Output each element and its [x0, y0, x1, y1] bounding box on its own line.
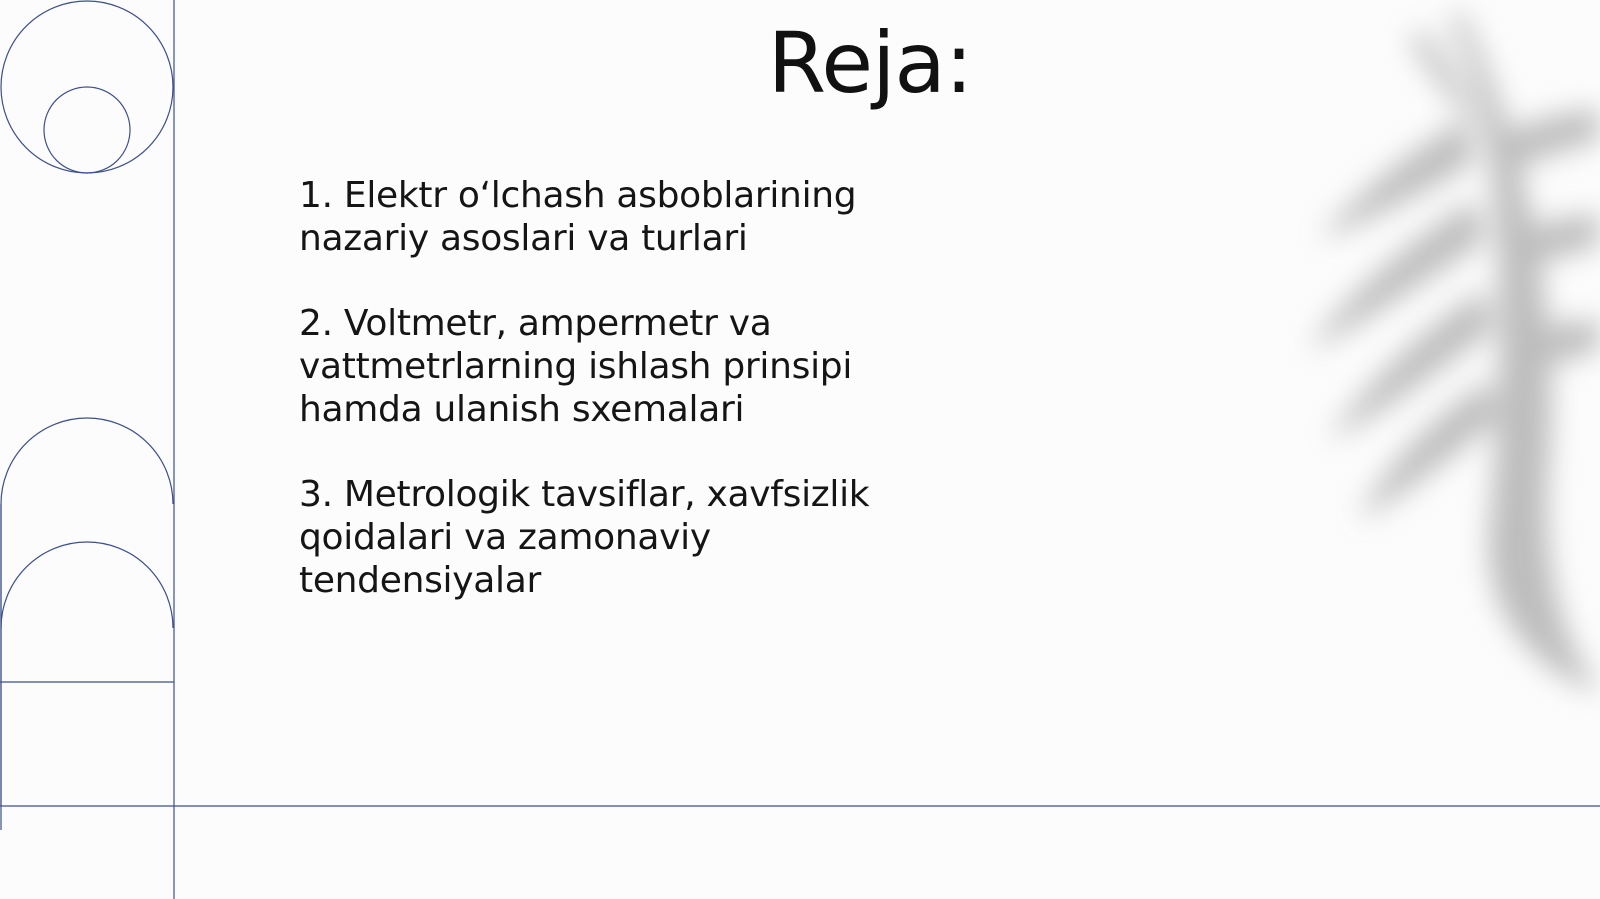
plan-item-1: 1. Elektr o‘lchash asboblarining nazariy asoslari va turlari	[299, 175, 857, 259]
lower-arch-outline	[1, 542, 173, 628]
upper-arch-outline	[1, 418, 173, 830]
small-circle-outline	[44, 87, 130, 173]
blurred-leaf-image	[1260, 0, 1600, 700]
plan-item-2: 2. Voltmetr, ampermetr va vattmetrlarning ishlash prinsipi hamda ulanish sxemalari	[299, 303, 853, 430]
plan-item-3: 3. Metrologik tavsiflar, xavfsizlik qoidalari va zamonaviy tendensiyalar	[299, 474, 870, 601]
slide-title: Reja:	[767, 14, 973, 112]
plan-list	[299, 174, 939, 644]
